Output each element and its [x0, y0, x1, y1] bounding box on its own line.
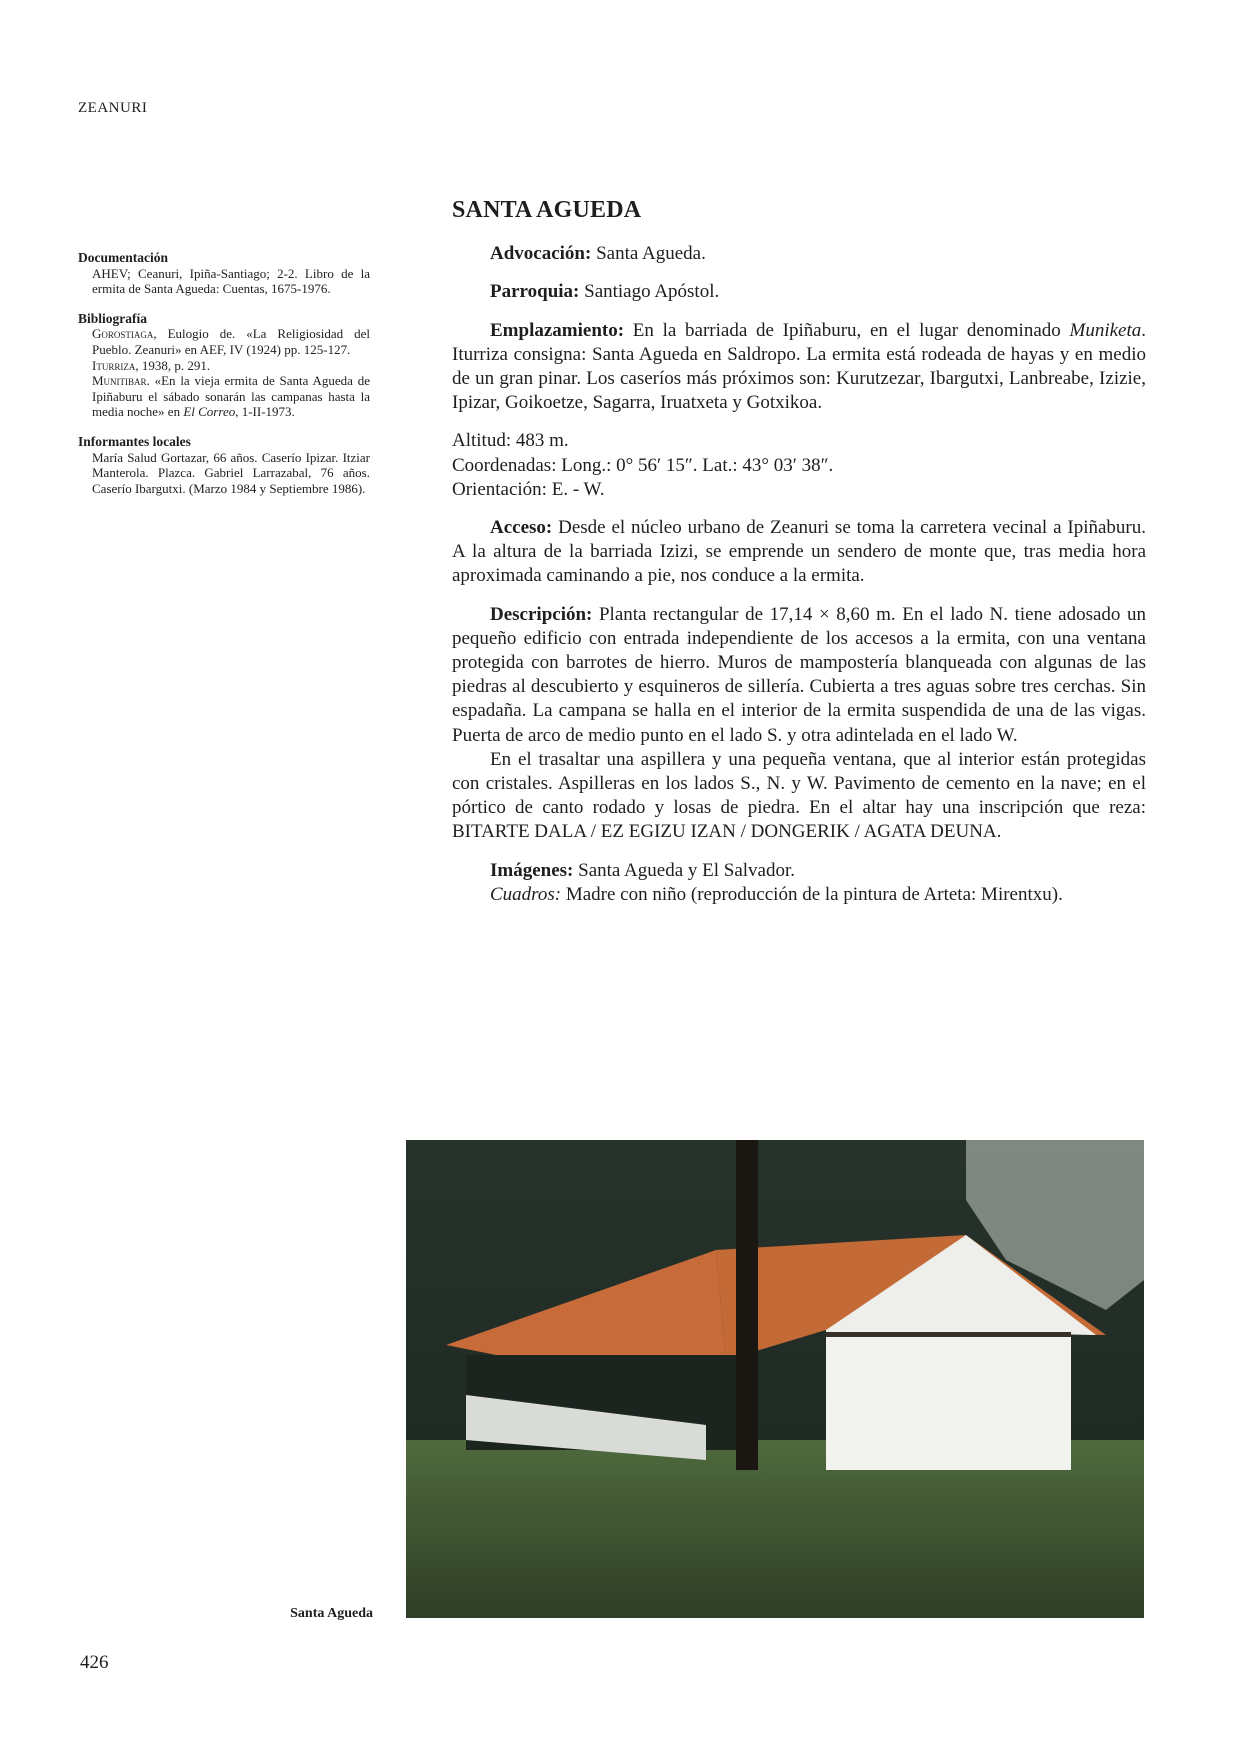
acceso-paragraph: [452, 516, 1146, 589]
documentacion-section: [78, 250, 370, 297]
cuadros-paragraph: [452, 883, 1146, 907]
bib-text: . «En la vieja ermita de Santa Agueda de Ipiñaburu el sábado sonarán las campanas hasta la media noche» en: [92, 373, 370, 420]
altitud-text: Altitud: 483 m.: [452, 430, 569, 452]
acceso-label: Acceso:: [490, 517, 553, 539]
bibliografia-entry: [78, 358, 370, 374]
page-number: 426: [80, 1652, 109, 1673]
location-data-inner: [452, 429, 1146, 502]
parroquia-paragraph: [452, 280, 1146, 304]
descripcion-paragraph-2: En el trasaltar una aspillera y una pequeña ventana, que al interior están protegidas con cristales. Aspilleras en los lados S., N. y W. Pavimento de cemento en la nave; en el pórtico de canto rodado y losas de piedra. En el altar hay una inscripción que reza: BITARTE DALA / EZ EGIZU IZAN / DONGERIK / AGATA DEUNA.: [452, 748, 1146, 843]
article-title: SANTA AGUEDA: [452, 197, 642, 223]
ermita-photo-illustration: [406, 1140, 1144, 1618]
bibliografia-heading: Bibliografía: [78, 310, 148, 326]
bib-text: , Eulogio de. «La Religiosidad del Pueblo. Zeanuri» en AEF, IV (1924) pp. 125-127.: [92, 326, 370, 357]
descripcion-text: Planta rectangular de 17,14 × 8,60 m. En el lado N. tiene adosado un pequeño edificio con entrada independiente de los accesos a la ermita, con una ventana protegida con barrotes de hierro. Muros de mampostería blanqueada con algunas de las piedras al descubierto y esquineros de sillería. Cubierta a tres aguas sobre tres cerchas. Sin espadaña. La campana se halla en el interior de la ermita suspendida de una de las vigas. Puerta de arco de medio punto en el lado S. y otra adintelada en el lado W.: [452, 603, 1146, 746]
imagenes-label: Imágenes:: [490, 859, 574, 881]
documentacion-text: AHEV; Ceanuri, Ipiña-Santiago; 2-2. Libro de la ermita de Santa Agueda: Cuentas, 1675-1976.: [92, 265, 370, 297]
informantes-text: María Salud Gortazar, 66 años. Caserío Ipizar. Itziar Manterola. Plazca. Gabriel Larrazabal, 76 años. Caserío Ibargutxi. (Marzo 1984 y Septiembre 1986).: [92, 449, 370, 496]
cuadros-label: Cuadros:: [490, 883, 562, 905]
parroquia-label: Parroquia:: [490, 281, 580, 303]
advocacion-label: Advocación:: [490, 243, 592, 265]
bib-author: Gorostiaga: [92, 326, 154, 342]
coordenadas-line: [452, 454, 1146, 478]
emplazamiento-label: Emplazamiento:: [490, 319, 625, 341]
descripcion-label: Descripción:: [490, 603, 593, 625]
tree-trunk: [736, 1140, 758, 1470]
descripcion-paragraph: [452, 603, 1146, 748]
orientacion-line: [452, 478, 1146, 502]
location-data: [452, 429, 1146, 502]
coordenadas-text: Coordenadas: Long.: 0° 56′ 15″. Lat.: 43° 03′ 38″.: [452, 454, 834, 476]
cuadros-text: Madre con niño (reproducción de la pintura de Arteta: Mirentxu).: [565, 883, 1063, 905]
bib-italic-title: El Correo: [183, 404, 236, 420]
parroquia-text: Santiago Apóstol.: [584, 281, 720, 303]
bibliografia-entry: [78, 326, 370, 357]
emplazamiento-paragraph: [452, 319, 1146, 416]
wall-beam: [826, 1332, 1071, 1337]
end-wall: [826, 1330, 1071, 1470]
advocacion-paragraph: [452, 242, 1146, 266]
documentacion-heading: Documentación: [78, 250, 168, 265]
bib-author: Munitibar: [92, 373, 147, 389]
ermita-photo: [406, 1140, 1144, 1618]
emplazamiento-text-after: . Iturriza consigna: Santa Agueda en Saldropo. La ermita está rodeada de hayas y en medio de un gran pinar. Los caseríos más próximos son: Kurutzezar, Ibargutxi, Lanbreabe, Izizie, Ipizar, Goikoetze, Sagarra, Iruatxeta y Gotxikoa.: [452, 319, 1147, 414]
imagenes-text: Santa Agueda y El Salvador.: [578, 859, 796, 881]
altitud-line: [452, 429, 1146, 453]
emplazamiento-italic: Muniketa: [1069, 319, 1142, 341]
informantes-section: [78, 434, 370, 496]
emplazamiento-text: En la barriada de Ipiñaburu, en el lugar denominado: [632, 319, 1070, 341]
imagenes-paragraph: [452, 859, 1146, 883]
acceso-text: Desde el núcleo urbano de Zeanuri se toma la carretera vecinal a Ipiñaburu. A la altura de la barriada Izizi, se emprende un sendero de monte que, tras media hora aproximada caminando a pie, nos conduce a la ermita.: [452, 517, 1146, 587]
informantes-heading: Informantes locales: [78, 433, 191, 449]
orientacion-text: Orientación: E. - W.: [452, 478, 605, 500]
advocacion-text: Santa Agueda.: [596, 243, 706, 265]
bibliografia-section: [78, 311, 370, 420]
bib-text-after: , 1-II-1973.: [235, 404, 295, 420]
bib-text: , 1938, p. 291.: [135, 357, 211, 373]
photo-caption: Santa Agueda: [290, 1606, 373, 1621]
bib-author: Iturriza: [92, 357, 136, 373]
running-head: ZEANURI: [78, 100, 148, 116]
sidebar-notes: [78, 250, 370, 510]
bibliografia-entry: [78, 373, 370, 420]
main-article: [452, 198, 1146, 907]
